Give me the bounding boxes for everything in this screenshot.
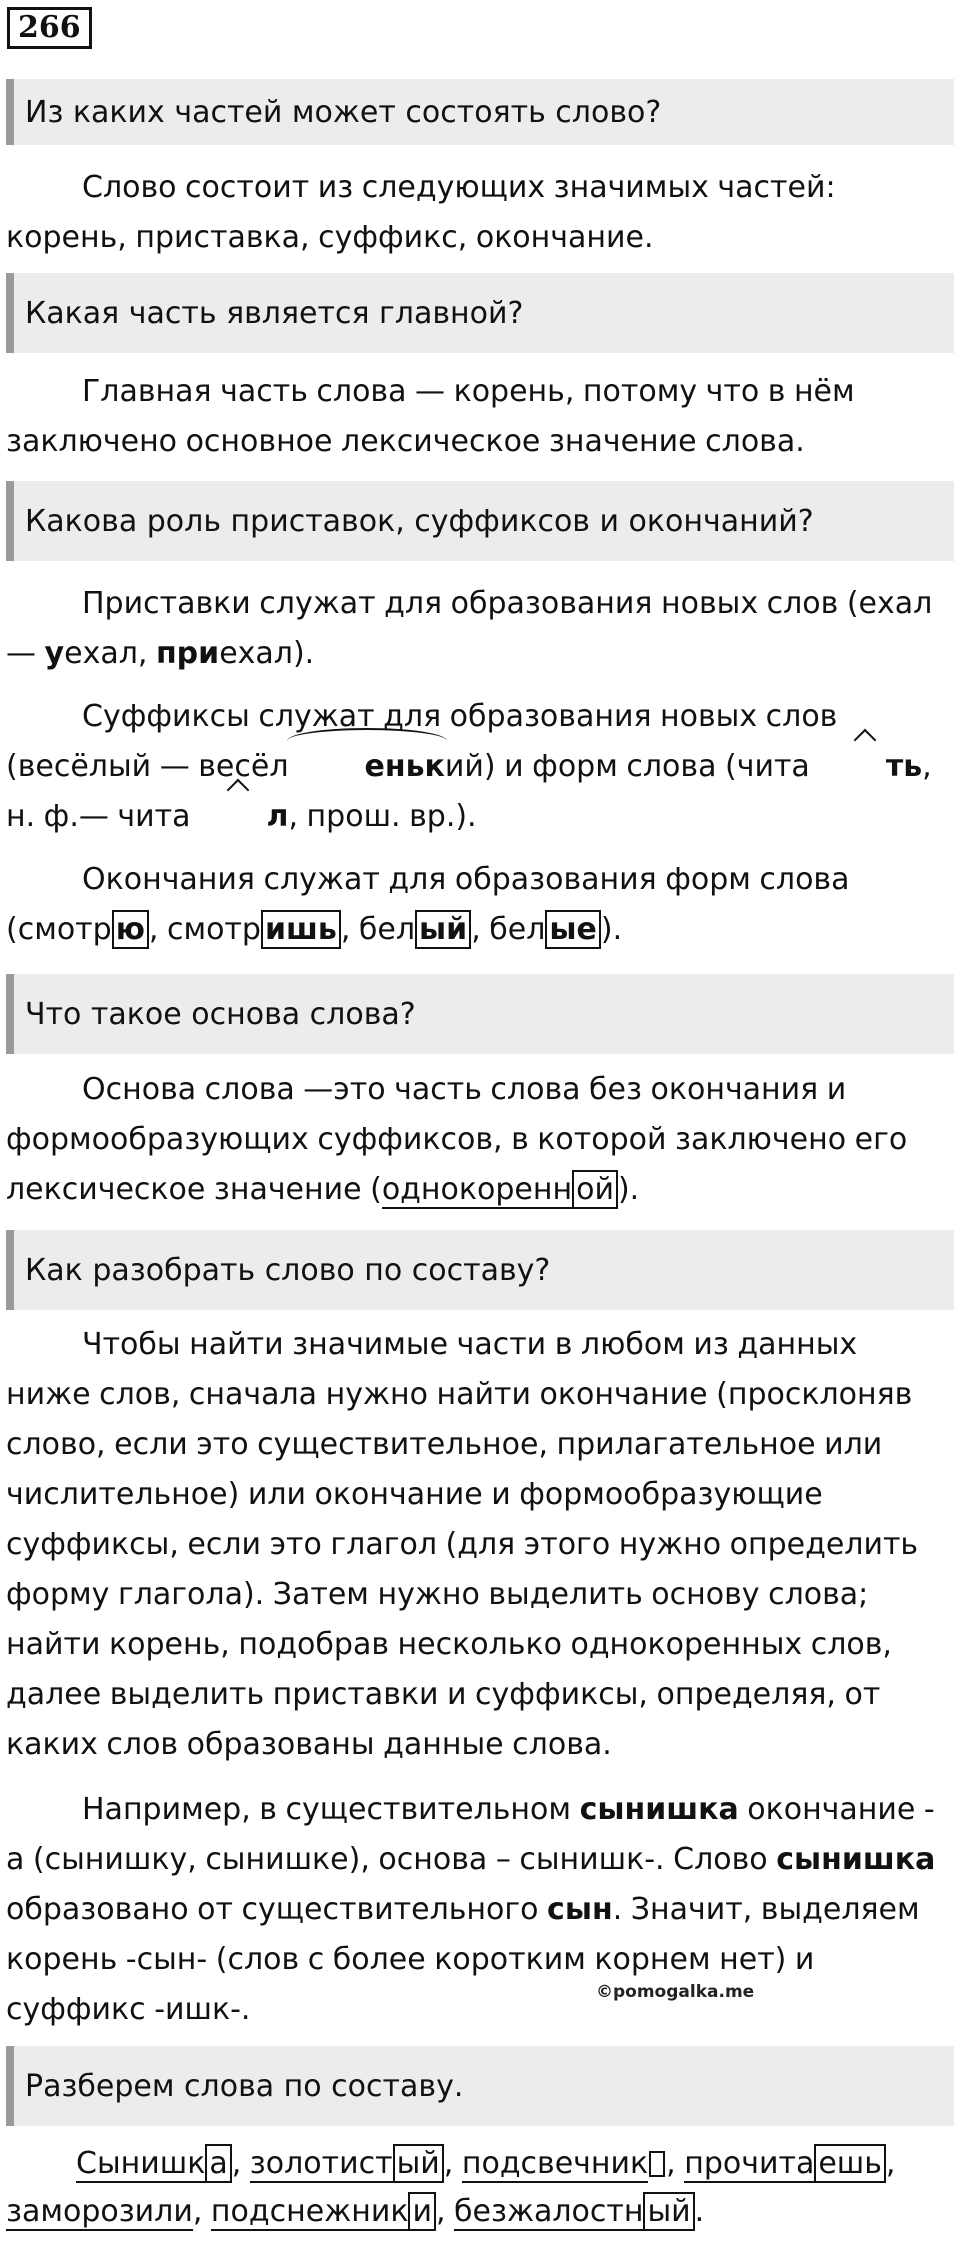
suffix-morpheme: еньк [289,742,445,792]
answer-1: Слово состоит из следующих значимых частей: корень, приставка, суффикс, окончание. [6,170,836,255]
ending-morpheme: ишь [261,910,341,949]
question-6-text: Разберем слова по составу. [25,2068,464,2104]
answer-3-prefixes: Приставки служат для образования новых слов (ехал — уехал, приехал). [6,586,933,671]
example-word: сын [547,1892,613,1927]
question-1-text: Из каких частей может состоять слово? [25,94,662,130]
question-3-text: Какова роль приставок, суффиксов и окончаний? [25,503,814,539]
question-5-text: Как разобрать слово по составу? [25,1252,551,1288]
example-word: сынишка [579,1792,739,1827]
watermark: ©pomogalka.me [596,1982,755,2002]
answer-2: Главная часть слова — корень, потому что в нём заключено основное лексическое значение слова. [6,374,855,459]
answer-5-example: Например, в существительном сынишка окончание - а (сынишку, сынишке), основа – сынишк-. Слово сынишка образовано от существительного сын. Значит, выделяем корень -сын- (слов с более коротким корнем нет) и суффикс -ишк-. [6,1792,936,2027]
word-ending: ой [572,1170,618,1209]
answer-5: Чтобы найти значимые части в любом из данных ниже слов, сначала нужно найти окончание (просклоняв слово, если это существительное, прилагательное или числительное) или окончание и формообразующие суффиксы, если это глагол (для этого нужно определить форму глагола). Затем нужно выделить основу слова; найти корень, подобрав несколько однокоренных слов, далее выделить приставки и суффиксы, определяя, от каких слов образованы данные слова. [6,1327,919,1762]
suffix-morpheme: л [191,792,289,842]
answer-4: Основа слова —это часть слова без окончания и формообразующих суффиксов, в которой заключено его лексическое значение (однокоренн ой ). [6,1072,908,1207]
word-stem: Сынишк [76,2146,206,2181]
question-3 [6,481,954,561]
word-stem: золотист [249,2146,393,2181]
question-4-text: Что такое основа слова? [25,996,416,1032]
word-stem: безжалостн [454,2194,644,2229]
question-2-text: Какая часть является главной? [25,295,524,331]
word-ending: и [408,2192,436,2231]
word-ending: ый [643,2192,694,2231]
prefix-morpheme: при [155,636,220,671]
word-stem: прочита [684,2146,815,2181]
answer-3-suffixes: Суффиксы служат для образования новых слов (весёлый — весёл енький) и форм слова (чита ть, н. ф.— чита л, прош. вр.). [6,692,950,842]
word-ending: а [205,2144,231,2183]
answer-3-endings: Окончания служат для образования форм слова (смотр ю , смотр ишь , бел ый , бел ые ). [6,862,850,947]
ending-morpheme: ые [545,910,600,949]
zero-ending-box [649,2151,665,2177]
ending-morpheme: ю [112,910,149,949]
question-5 [6,1230,954,1310]
suffix-morpheme: ть [810,742,922,792]
question-6 [6,2046,954,2126]
question-4 [6,974,954,1054]
ending-morpheme: ый [415,910,471,949]
word-stem: подсвечник [461,2146,649,2181]
word-stem: заморози [6,2194,155,2229]
word-stem: однокоренн [381,1172,573,1207]
word-ending: ешь [814,2144,886,2183]
word-suffix: ли [154,2194,193,2229]
question-1 [6,79,954,145]
prefix-morpheme: у [44,636,65,671]
word-ending: ый [393,2144,444,2183]
task-number: 266 [7,7,92,49]
example-word: сынишка [776,1842,936,1877]
word-stem: подснежник [210,2194,409,2229]
question-2 [6,273,954,353]
word-analysis: Сынишк а , золотист ый , подсвечник , прочита ешь , заморозили, подснежник и , безжалостн ый . [6,2146,896,2229]
